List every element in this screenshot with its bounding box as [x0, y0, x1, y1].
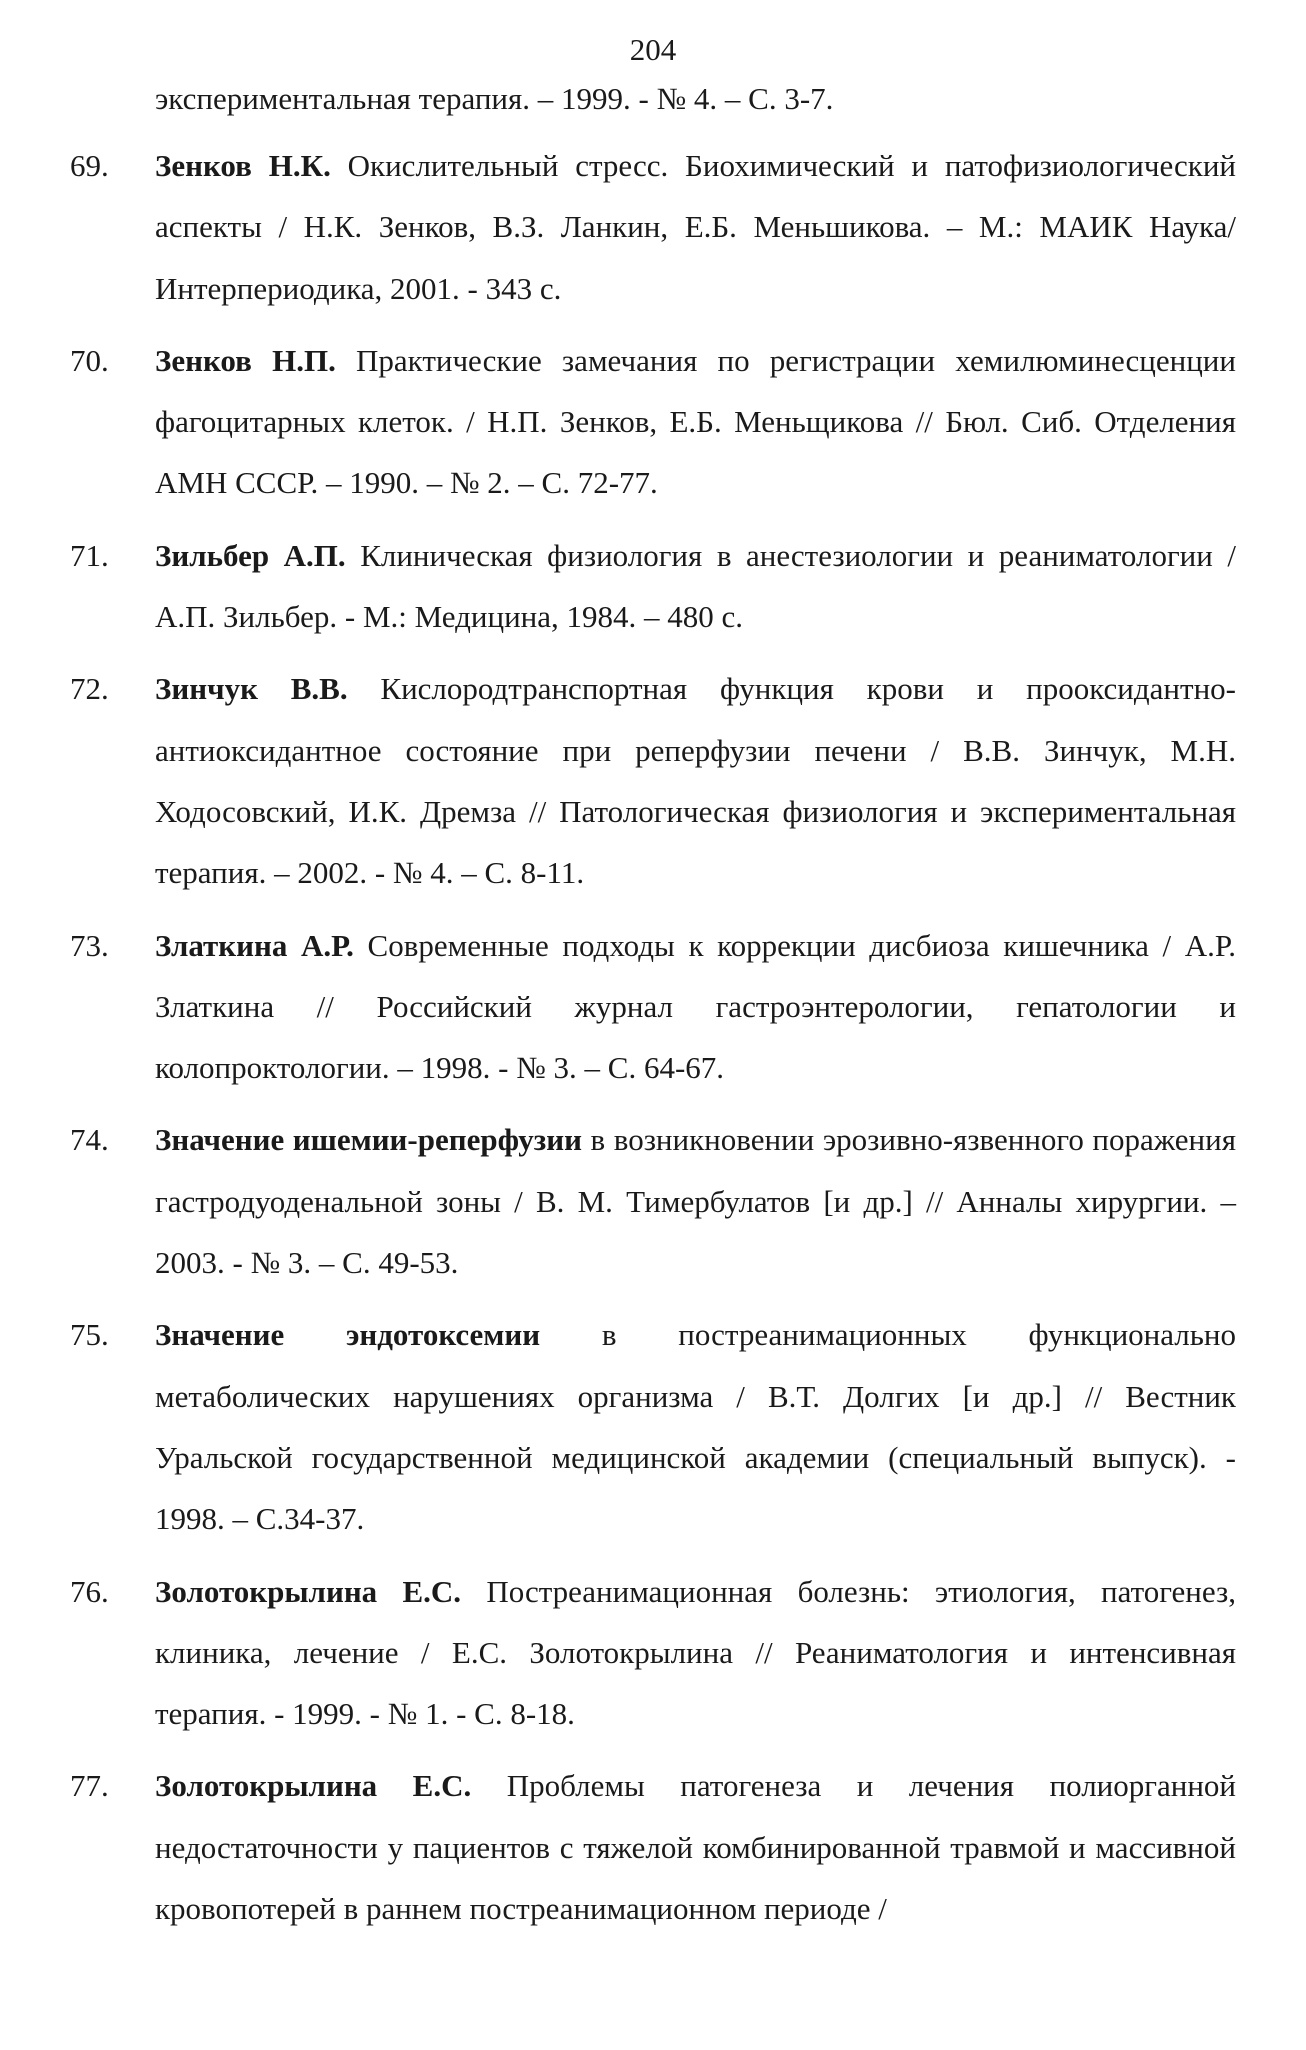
reference-entry-71	[70, 525, 1236, 648]
reference-entry-72	[70, 658, 1236, 903]
reference-entry-74	[70, 1109, 1236, 1293]
reference-text: Клиническая физиология в анестезиологии и реаниматологии / А.П. Зильбер. - М.: Медицина, 1984. – 480 с.	[155, 537, 1236, 635]
reference-entry-73	[70, 915, 1236, 1099]
reference-number: 72.	[70, 671, 109, 707]
reference-number: 69.	[70, 148, 109, 183]
page-number: 204	[629, 32, 677, 67]
reference-text: в возникновении эрозивно-язвенного поражения гастродуоденальной зоны / В. М. Тимербулатов [и др.] // Анналы хирургии. – 2003. - № 3. – С. 49-53.	[155, 1122, 1236, 1281]
reference-text: Современные подходы к коррекции дисбиоза кишечника / А.Р. Златкина // Российский журнал гастроэнтерологии, гепатологии и колопроктологии. – 1998. - № 3. – С. 64-67.	[155, 927, 1236, 1086]
reference-number: 73.	[70, 927, 109, 963]
reference-continuation: экспериментальная терапия. – 1999. - № 4. – С. 3-7.	[155, 81, 834, 116]
reference-author: Золотокрылина Е.С.	[155, 1573, 462, 1609]
reference-entry-77	[70, 1755, 1236, 1939]
reference-entry-69	[70, 135, 1236, 319]
reference-author: Зильбер А.П.	[155, 537, 346, 573]
reference-author: Значение ишемии-реперфузии	[155, 1122, 582, 1158]
reference-text: в постреанимационных функционально метаболических нарушениях организма / В.Т. Долгих [и др.] // Вестник Уральской государственной медицинской академии (специальный выпуск). - 1998. – С.34-37.	[155, 1317, 1236, 1537]
reference-author: Значение эндотоксемии	[155, 1317, 541, 1353]
reference-text: Кислородтранспортная функция крови и прооксидантно-антиоксидантное состояние при реперфузии печени / В.В. Зинчук, М.Н. Ходосовский, И.К. Дремза // Патологическая физиология и экспериментальная терапия. – 2002. - № 4. – С. 8-11.	[155, 671, 1236, 891]
reference-author: Зенков Н.П.	[155, 342, 336, 378]
reference-text: Практические замечания по регистрации хемилюминесценции фагоцитарных клеток. / Н.П. Зенков, Е.Б. Меньщикова // Бюл. Сиб. Отделения АМН СССР. – 1990. – № 2. – С. 72-77.	[155, 342, 1236, 501]
reference-text: Постреанимационная болезнь: этиология, патогенез, клиника, лечение / Е.С. Золотокрылина // Реаниматология и интенсивная терапия. - 1999. - № 1. - С. 8-18.	[155, 1573, 1236, 1732]
reference-number: 75.	[70, 1317, 109, 1353]
reference-number: 77.	[70, 1768, 109, 1804]
reference-author: Зенков Н.К.	[155, 148, 331, 183]
reference-number: 76.	[70, 1573, 109, 1609]
reference-list	[70, 135, 1236, 1950]
reference-entry-76	[70, 1561, 1236, 1745]
reference-text: Проблемы патогенеза и лечения полиорганной недостаточности у пациентов с тяжелой комбинированной травмой и массивной кровопотерей в раннем постреанимационном периоде /	[155, 1768, 1236, 1927]
reference-number: 70.	[70, 342, 109, 378]
reference-author: Златкина А.Р.	[155, 927, 354, 963]
reference-number: 71.	[70, 537, 109, 573]
reference-text: Окислительный стресс. Биохимический и патофизиологический аспекты / Н.К. Зенков, В.З. Ланкин, Е.Б. Меньшикова. – М.: МАИК Наука/Интерпериодика, 2001. - 343 с.	[155, 148, 1237, 306]
reference-author: Золотокрылина Е.С.	[155, 1768, 472, 1804]
reference-entry-75	[70, 1304, 1236, 1549]
reference-entry-70	[70, 330, 1236, 514]
reference-number: 74.	[70, 1122, 109, 1158]
reference-author: Зинчук В.В.	[155, 671, 348, 707]
